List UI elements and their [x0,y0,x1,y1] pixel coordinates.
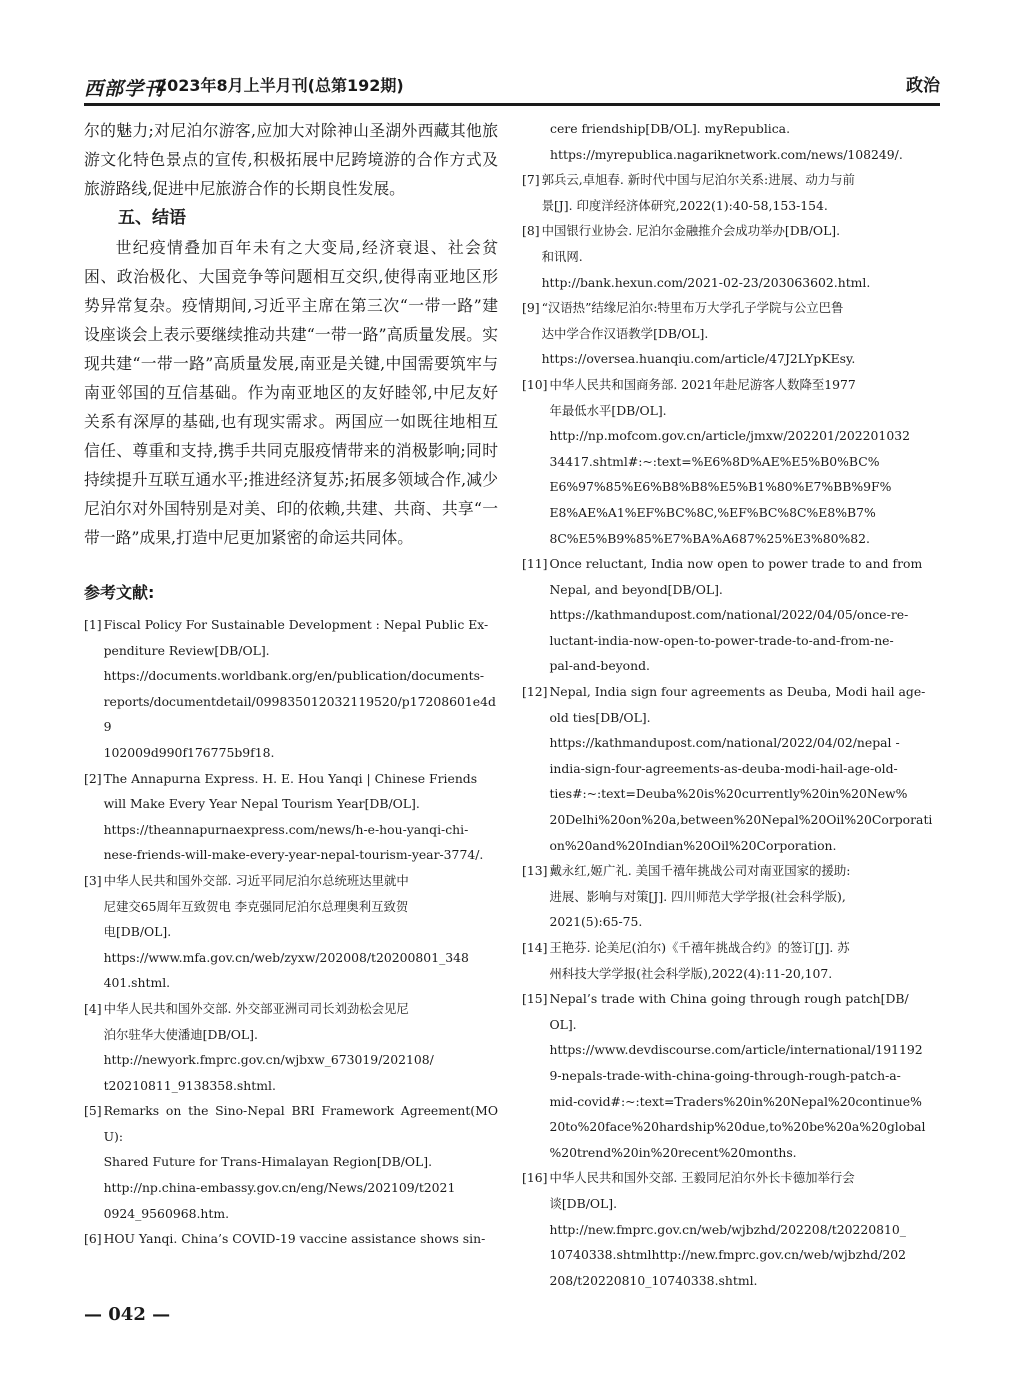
reference-number: [14] [522,940,548,955]
intro-paragraph: 尔的魅力;对尼泊尔游客,应加大对除神山圣湖外西藏其他旅游文化特色景点的宣传,积极拓展中尼跨境游的合作方式及旅游路线,促进中尼旅游合作的长期良性发展。 [84,121,498,198]
running-header [84,74,940,100]
reference-line: 谈[DB/OL]. [549,1195,618,1211]
reference-item [522,218,936,295]
reference-item [522,679,936,858]
reference-line: https://myrepublica.nagariknetwork.com/news/108249/. [550,146,903,162]
reference-line: t20210811_9138358.shtml. [103,1077,276,1093]
reference-line: Shared Future for Trans-Himalayan Region[DB/OL]. [103,1154,433,1170]
page-number: — 042 — [84,1304,171,1325]
reference-line: https://theannapurnaexpress.com/news/h-e-hou-yanqi-chi- [103,821,469,837]
reference-line: “汉语热”结缘尼泊尔:特里布万大学孔子学院与公立巴鲁 [541,300,844,316]
reference-line: %20trend%20in%20recent%20months. [549,1144,797,1160]
reference-line: will Make Every Year Nepal Tourism Year[DB/OL]. [103,796,420,812]
reference-line: 年最低水平[DB/OL]. [549,402,667,418]
reference-text [549,986,936,1165]
reference-line: old ties[DB/OL]. [549,709,651,725]
reference-line: Once reluctant, India now open to power trade to and from [549,556,923,572]
header-rule [84,103,940,106]
reference-number: [11] [522,556,548,572]
reference-line: cere friendship[DB/OL]. myRepublica. [550,121,791,136]
reference-line: 电[DB/OL]. [103,924,172,940]
reference-text [104,996,498,1098]
reference-line: reports/documentdetail/099835012032119520/p17208601e4d9 [103,693,496,735]
reference-text [104,1226,498,1252]
reference-line: http://new.fmprc.gov.cn/web/wjbzhd/202208/t20220810_ [549,1221,906,1237]
reference-line: HOU Yanqi. China’s COVID-19 vaccine assistance shows sin- [103,1231,486,1247]
reference-line: 401.shtml. [103,975,171,991]
reference-item [522,167,936,218]
reference-line: The Annapurna Express. H. E. Hou Yanqi | Chinese Friends [103,770,478,786]
reference-number: [2] [84,770,102,786]
reference-item [84,996,498,1098]
reference-line: luctant-india-now-open-to-power-trade-to-and-from-ne- [549,632,894,648]
right-column [522,116,936,1293]
reference-number: [12] [522,684,548,700]
reference-text [542,218,936,295]
reference-line: 102009d990f176775b9f18. [103,744,275,760]
reference-line: 王艳芬. 论美尼(泊尔)《千禧年挑战合约》的签订[J]. 苏 [549,940,850,955]
reference-text [104,766,498,868]
reference-line: https://www.mfa.gov.cn/web/zyxw/202008/t20200801_348 [103,949,469,965]
reference-line: 208/t20220810_10740338.shtml. [549,1272,758,1288]
reference-text [104,868,498,996]
reference-text [104,612,498,766]
reference-item [84,1226,498,1252]
reference-line: E8%AE%A1%EF%BC%8C,%EF%BC%8C%E8%B7% [549,504,876,520]
reference-line: 泊尔驻华大使潘迪[DB/OL]. [103,1026,258,1042]
reference-line: 景[J]. 印度洋经济体研究,2022(1):40-58,153-154. [541,197,828,213]
reference-line: 34417.shtml#:~:text=%E6%8D%AE%E5%B0%BC% [549,453,880,469]
reference-line: 中华人民共和国外交部. 习近平同尼泊尔总统班达里就中 [103,872,409,888]
reference-line: 8C%E5%B9%85%E7%BA%A687%25%E3%80%82. [549,530,870,546]
journal-logo: 西部学刊 [84,78,165,100]
reference-number: [9] [522,300,540,316]
reference-line: http://np.china-embassy.gov.cn/eng/News/202109/t2021 [103,1180,456,1196]
reference-line: on%20and%20Indian%20Oil%20Corporation. [549,837,837,853]
reference-6-continuation [522,116,936,167]
reference-line: 达中学合作汉语教学[DB/OL]. [541,325,709,341]
reference-line: Fiscal Policy For Sustainable Development : Nepal Public Ex- [103,617,489,632]
reference-number: [10] [522,376,548,392]
reference-item [522,372,936,551]
reference-line: 进展、影响与对策[J]. 四川师范大学学报(社会科学版), [549,888,846,904]
reference-line: https://www.devdiscourse.com/article/international/191192 [549,1042,923,1058]
reference-line: E6%97%85%E6%B8%B8%E5%B1%80%E7%BB%9F% [549,479,892,495]
reference-text [549,935,936,986]
reference-number: [3] [84,872,102,888]
reference-item [522,935,936,986]
reference-line: http://np.mofcom.gov.cn/article/jmxw/202201/202201032 [549,428,910,444]
reference-line: india-sign-four-agreements-as-deuba-modi-hail-age-old- [549,760,898,776]
reference-list-right [522,167,936,1293]
reference-line: 2021(5):65-75. [549,914,643,930]
reference-line: Nepal’s trade with China going through rough patch[DB/ [549,991,909,1007]
reference-line: mid-covid#:~:text=Traders%20in%20Nepal%20continue% [549,1093,922,1109]
issue-info: 2023年8月上半月刊(总第192期) [156,76,404,95]
reference-text [542,167,936,218]
section-heading: 五、结语 [118,208,186,228]
reference-line: 州科技大学学报(社会科学版),2022(4):11-20,107. [549,965,833,981]
reference-line: https://kathmandupost.com/national/2022/04/02/nepal - [549,735,900,751]
reference-text [549,551,936,679]
reference-text [549,679,936,858]
reference-line: 20Delhi%20on%20a,between%20Nepal%20Oil%20Corporati [549,812,933,828]
reference-number: [15] [522,991,548,1007]
reference-line: 20to%20face%20hardship%20due,to%20be%20a%20global [549,1119,926,1135]
reference-line: 10740338.shtmlhttp://new.fmprc.gov.cn/web/wjbzhd/202 [549,1247,906,1263]
reference-line: https://kathmandupost.com/national/2022/04/05/once-re- [549,607,909,623]
reference-list-left [84,612,498,1252]
reference-item [84,766,498,868]
reference-line: penditure Review[DB/OL]. [103,642,270,658]
reference-number: [1] [84,617,102,632]
reference-line: https://documents.worldbank.org/en/publication/documents- [103,668,485,684]
reference-line: 9-nepals-trade-with-china-going-through-rough-patch-a- [549,1067,901,1083]
reference-text [549,372,936,551]
reference-text [542,295,936,372]
reference-line: Nepal, and beyond[DB/OL]. [549,581,723,597]
reference-line: http://newyork.fmprc.gov.cn/wjbxw_673019/202108/ [103,1052,434,1068]
reference-item [522,1165,936,1293]
section-name: 政治 [906,76,940,96]
reference-number: [13] [522,863,548,879]
reference-number: [6] [84,1231,102,1247]
reference-item [522,295,936,372]
references-heading: 参考文献: [84,583,155,602]
reference-number: [5] [84,1103,102,1119]
reference-line: 0924_9560968.htm. [103,1205,230,1221]
reference-number: [8] [522,223,540,239]
reference-line: 郭兵云,卓旭春. 新时代中国与尼泊尔关系:进展、动力与前 [541,172,855,188]
reference-line: nese-friends-will-make-every-year-nepal-tourism-year-3774/. [103,847,484,863]
reference-text [549,1165,936,1293]
reference-line: 和讯网. [541,248,583,264]
reference-number: [7] [522,172,540,188]
left-column [84,116,498,1252]
reference-line: http://bank.hexun.com/2021-02-23/203063602.html. [541,274,871,290]
reference-text [549,858,936,935]
reference-item [522,858,936,935]
reference-line: Nepal, India sign four agreements as Deuba, Modi hail age- [549,684,926,700]
reference-line: https://oversea.huanqiu.com/article/47J2LYpKEsy. [541,351,856,367]
reference-item [522,551,936,679]
reference-number: [16] [522,1170,548,1186]
reference-item [84,1098,498,1226]
reference-line: 中华人民共和国外交部. 外交部亚洲司司长刘劲松会见尼 [103,1000,409,1016]
conclusion-paragraph: 世纪疫情叠加百年未有之大变局,经济衰退、社会贫困、政治极化、大国竞争等问题相互交织,使得南亚地区形势异常复杂。疫情期间,习近平主席在第三次“一带一路”建设座谈会上表示要继续推动共建“一带一路”高质量发展。实现共建“一带一路”高质量发展,南亚是关键,中国需要筑牢与南亚邻国的互信基础。作为南亚地区的友好睦邻,中尼友好关系有深厚的基础,也有现实需求。两国应一如既往地相互信任、尊重和支持,携手共同克服疫情带来的消极影响;同时持续提升互联互通水平;推进经济复苏;拓展多领域合作,减少尼泊尔对外国特别是对美、印的依赖,共建、共商、共享“一带一路”成果,打造中尼更加紧密的命运共同体。 [84,238,498,547]
reference-text [104,1098,498,1226]
reference-item [84,868,498,996]
reference-line: 尼建交65周年互致贺电 李克强同尼泊尔总理奥利互致贺 [103,898,409,914]
reference-line: ties#:~:text=Deuba%20is%20currently%20in%20New% [549,786,908,802]
reference-line: 戴永红,姬广礼. 美国千禧年挑战公司对南亚国家的援助: [549,863,851,879]
reference-line: 中华人民共和国商务部. 2021年赴尼游客人数降至1977 [549,376,856,392]
reference-line: Remarks on the Sino-Nepal BRI Framework Agreement(MOU): [103,1103,498,1144]
reference-line: 中华人民共和国外交部. 王毅同尼泊尔外长卡德加举行会 [549,1170,855,1186]
reference-line: pal-and-beyond. [549,658,650,674]
reference-number: [4] [84,1000,102,1016]
reference-item [84,612,498,766]
reference-line: OL]. [549,1016,577,1032]
reference-line: 中国银行业协会. 尼泊尔金融推介会成功举办[DB/OL]. [541,223,841,239]
reference-item [522,986,936,1165]
